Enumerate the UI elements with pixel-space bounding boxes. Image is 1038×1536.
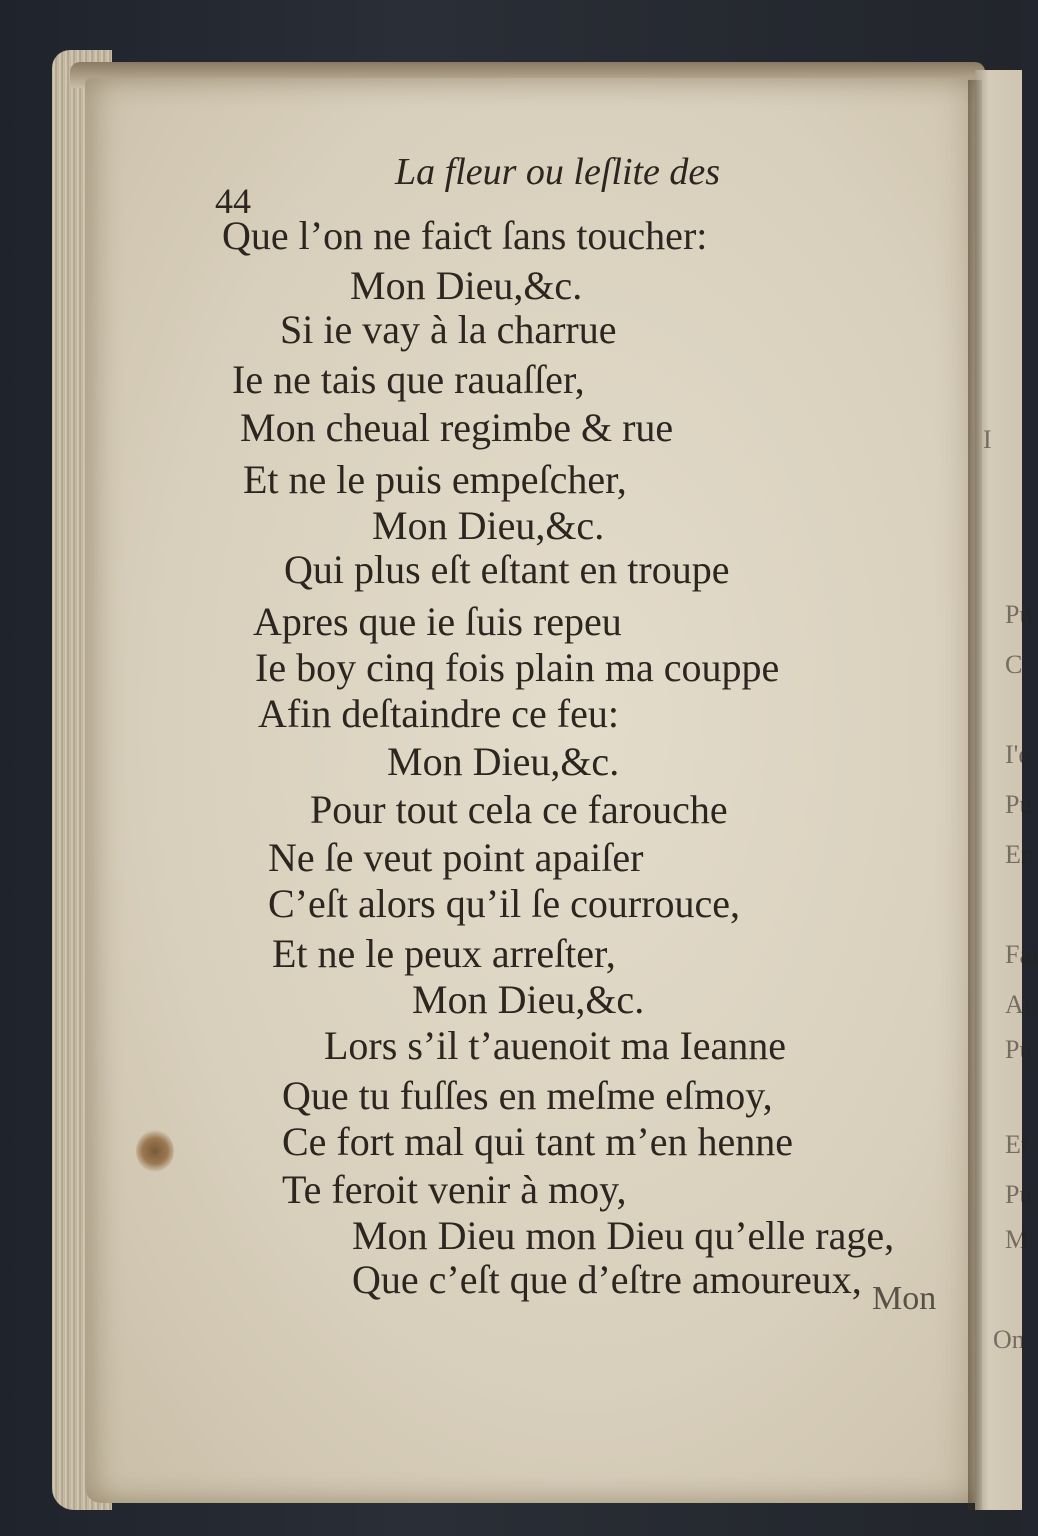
verse-line: Mon cheual regimbe & rue xyxy=(240,405,674,450)
verse-line: Mon Dieu,&c. xyxy=(412,977,645,1022)
facing-letter: I xyxy=(983,425,992,454)
verse-line: Que l’on ne faiƈt ſans toucher: xyxy=(222,213,708,258)
facing-letter: En xyxy=(1005,840,1034,869)
verse-line: Ie boy cinq fois plain ma couppe xyxy=(255,645,780,690)
verse-line: Mon Dieu,&c. xyxy=(387,739,620,784)
verse-line: Que c’eſt que d’eſtre amoureux, xyxy=(352,1257,862,1302)
verse-line: Que tu fuſſes en meſme eſmoy, xyxy=(282,1073,773,1118)
verse-line: Ce fort mal qui tant m’en henne xyxy=(282,1119,793,1164)
verse-line: Afin deſtaindre ce feu: xyxy=(258,691,619,736)
verse-line: Mon Dieu,&c. xyxy=(372,503,605,548)
verse-line: Et ne le peux arreſter, xyxy=(272,931,616,976)
catchword: Mon xyxy=(872,1280,937,1317)
facing-letter: Et xyxy=(1005,1130,1029,1159)
verse-line: Mon Dieu mon Dieu qu’elle rage, xyxy=(352,1213,895,1258)
facing-letter: Fai xyxy=(1005,940,1038,969)
page-number: 44 xyxy=(215,181,251,221)
verse-line: Mon Dieu,&c. xyxy=(350,263,583,308)
verse-line: Qui plus eſt eſtant en troupe xyxy=(284,547,730,592)
verse-line: Pour tout cela ce farouche xyxy=(310,787,728,832)
facing-letter: I'e xyxy=(1005,740,1030,769)
facing-letter: On xyxy=(993,1325,1025,1354)
facing-letter: M xyxy=(1005,1225,1029,1254)
verse-line: Lors s’il t’auenoit ma Ieanne xyxy=(324,1023,787,1068)
facing-letter: Pu xyxy=(1005,1035,1033,1064)
facing-letter: Pu xyxy=(1005,1180,1033,1209)
verse-line: Te feroit venir à moy, xyxy=(282,1167,627,1212)
running-header: La fleur ou leſlite des xyxy=(395,151,721,193)
verse-line: Ie ne tais que rauaſſer, xyxy=(232,357,585,402)
verse-line: C’eſt alors qu’il ſe courrouce, xyxy=(268,881,741,926)
facing-letter: Pu xyxy=(1005,600,1033,629)
verse-line: Et ne le puis empeſcher, xyxy=(243,457,627,502)
verse-line: Ne ſe veut point apaiſer xyxy=(268,835,644,880)
verse-line: Apres que ie ſuis repeu xyxy=(253,599,622,644)
facing-letter: Pu xyxy=(1005,790,1033,819)
verse-line: Si ie vay à la charrue xyxy=(280,307,617,352)
book-gutter xyxy=(968,80,982,1510)
facing-page xyxy=(975,70,1038,1510)
facing-letter: C xyxy=(1005,650,1023,679)
facing-letter: Au xyxy=(1005,990,1037,1019)
paper-stain xyxy=(136,1130,174,1172)
